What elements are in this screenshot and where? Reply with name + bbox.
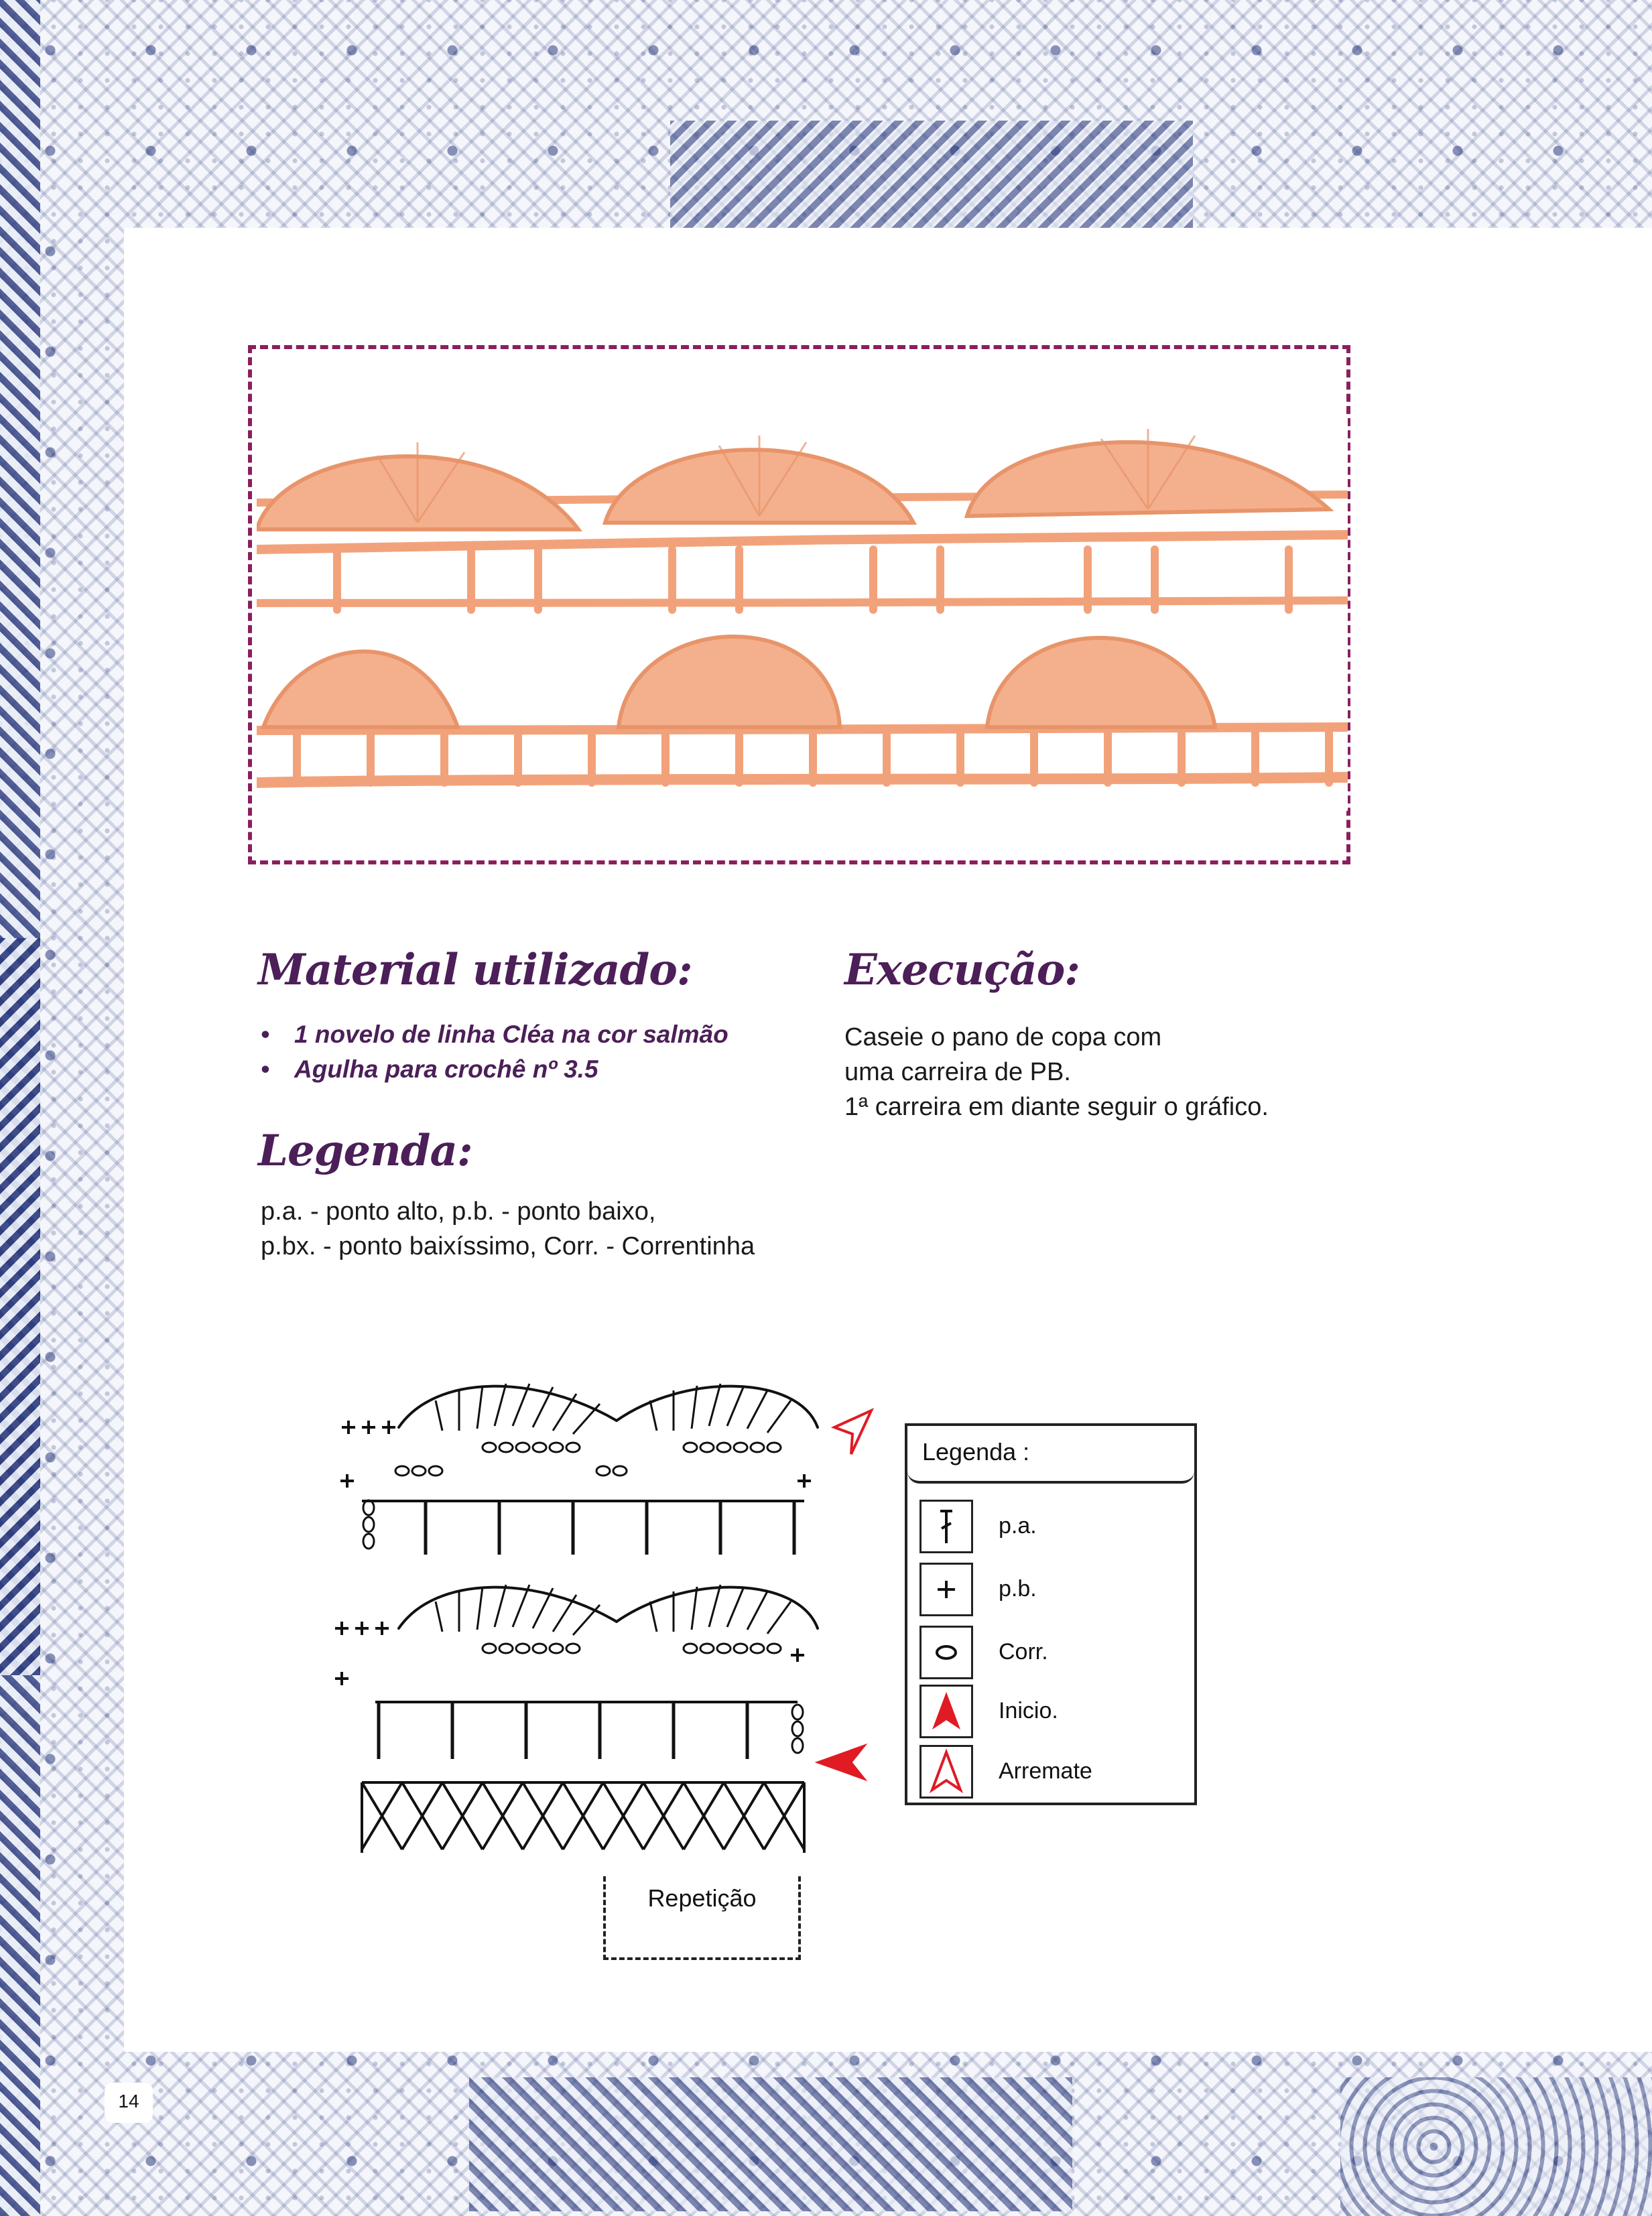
pattern-band: [670, 121, 1193, 228]
text-line: Caseie o pano de copa com: [844, 1023, 1162, 1051]
double-crochet-icon: [919, 1500, 973, 1553]
finish-arrow-icon: [919, 1745, 973, 1799]
page-number: 14: [118, 2091, 139, 2111]
materials-list: [258, 1017, 728, 1087]
legend-row-corr: [919, 1626, 1188, 1682]
repeat-label: Repetição: [647, 1884, 757, 1912]
start-arrow-icon: [919, 1685, 973, 1738]
legend-row-pb: [919, 1563, 1188, 1619]
text-line: uma carreira de PB.: [844, 1058, 1071, 1086]
pattern-band: [469, 2077, 1072, 2211]
text-line: p.bx. - ponto baixíssimo, Corr. - Correntinha: [261, 1232, 755, 1260]
text-line: p.a. - ponto alto, p.b. - ponto baixo,: [261, 1197, 656, 1226]
legend-label: p.b.: [999, 1576, 1037, 1602]
execucao-heading: Execução:: [844, 945, 1080, 995]
page-number-badge: [105, 2083, 153, 2123]
repeat-bracket: [603, 1876, 801, 1960]
crochet-photo: [257, 415, 1348, 811]
legend-row-inicio: [919, 1685, 1188, 1741]
chain-icon: [919, 1626, 973, 1679]
pattern-band: [0, 938, 40, 1675]
chart-legend: [905, 1423, 1197, 1805]
legend-label: p.a.: [999, 1513, 1037, 1539]
legend-label: Inicio.: [999, 1698, 1058, 1723]
finish-arrow-icon: [834, 1411, 871, 1454]
start-arrow-icon: [818, 1746, 865, 1779]
legend-row-arremate: [919, 1745, 1188, 1801]
execucao-text: [844, 1020, 1269, 1124]
text-line: 1ª carreira em diante seguir o gráfico.: [844, 1093, 1269, 1121]
legend-label: Corr.: [999, 1639, 1048, 1665]
legend-row-pa: [919, 1500, 1188, 1556]
single-crochet-icon: [919, 1563, 973, 1616]
legend-label: Arremate: [999, 1758, 1092, 1784]
legend-title-box: [907, 1426, 1194, 1484]
legend-title: Legenda :: [922, 1438, 1030, 1465]
material-heading: Material utilizado:: [258, 945, 692, 995]
list-item: • Agulha para crochê nº 3.5: [258, 1052, 728, 1087]
pattern-band: [1340, 2077, 1652, 2216]
legenda-text: [261, 1194, 755, 1264]
list-item: • 1 novelo de linha Cléa na cor salmão: [258, 1017, 728, 1052]
legenda-heading: Legenda:: [258, 1126, 472, 1176]
